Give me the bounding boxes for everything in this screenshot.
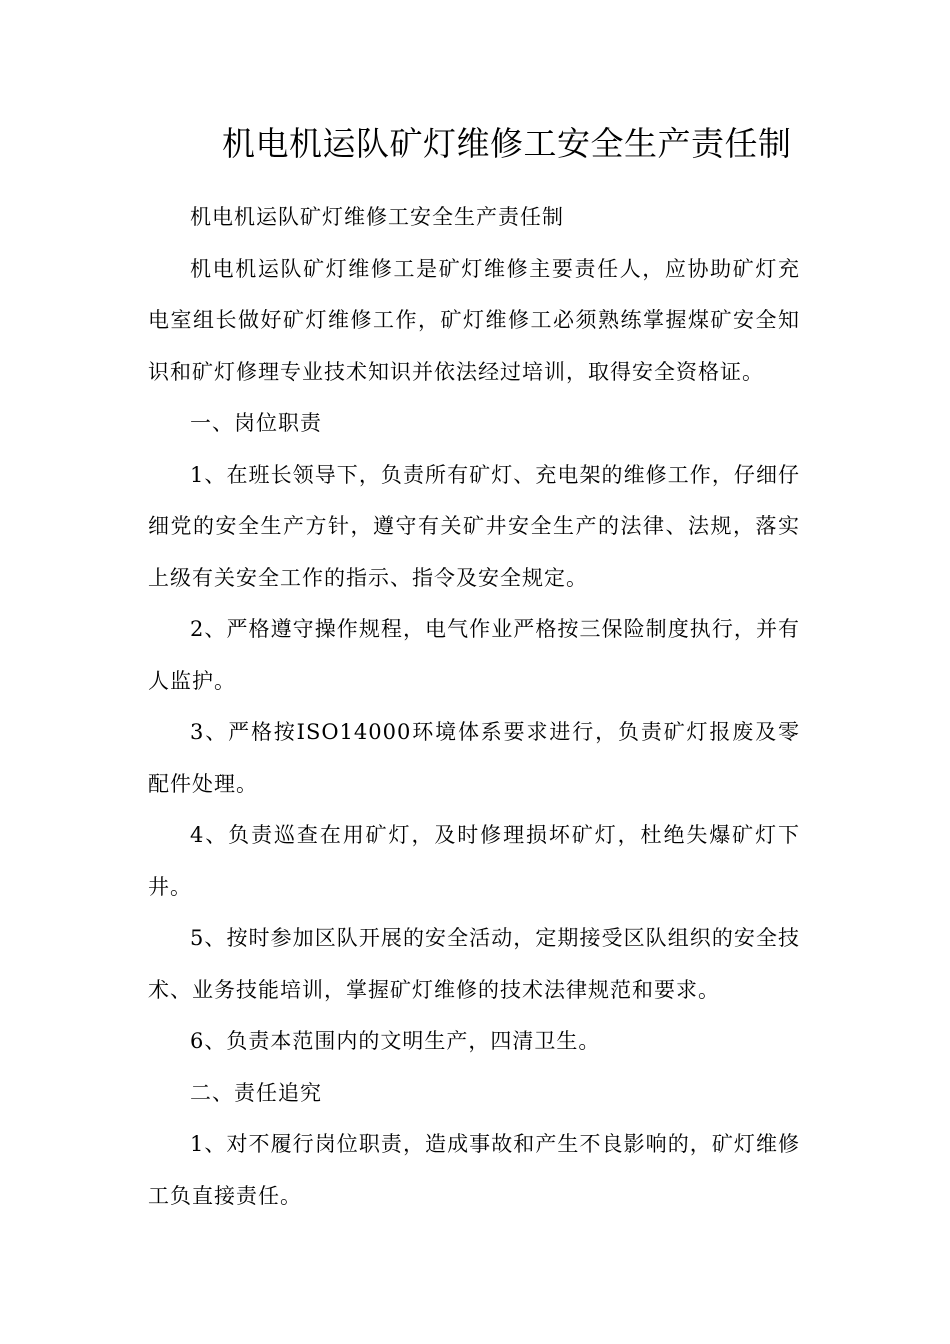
duty-item-5: 5、按时参加区队开展的安全活动，定期接受区队组织的安全技术、业务技能培训，掌握矿灯维修的技术法律规范和要求。 [148,926,800,1002]
paragraph-subtitle: 机电机运队矿灯维修工安全生产责任制 [190,205,564,229]
duty-item-3: 3、严格按ISO14000环境体系要求进行，负责矿灯报废及零配件处理。 [148,720,800,796]
document-body [148,192,800,1222]
document-title: 机电机运队矿灯维修工安全生产责任制 [222,124,792,163]
duty-item-1: 1、在班长领导下，负责所有矿灯、充电架的维修工作，仔细仔细党的安全生产方针，遵守有关矿井安全生产的法律、法规，落实上级有关安全工作的指示、指令及安全规定。 [148,462,800,590]
section-heading-duties: 一、岗位职责 [190,411,322,435]
section-heading-accountability: 二、责任追究 [190,1080,322,1105]
paragraph-intro: 机电机运队矿灯维修工是矿灯维修主要责任人，应协助矿灯充电室组长做好矿灯维修工作，矿灯维修工必须熟练掌握煤矿安全知识和矿灯修理专业技术知识并依法经过培训，取得安全资格证。 [148,256,800,384]
duty-item-4: 4、负责巡查在用矿灯，及时修理损坏矿灯，杜绝失爆矿灯下井。 [148,823,800,899]
accountability-item-1: 1、对不履行岗位职责，造成事故和产生不良影响的，矿灯维修工负直接责任。 [148,1132,800,1208]
duty-item-6: 6、负责本范围内的文明生产，四清卫生。 [190,1029,601,1053]
duty-item-2: 2、严格遵守操作规程，电气作业严格按三保险制度执行，并有人监护。 [148,617,800,693]
